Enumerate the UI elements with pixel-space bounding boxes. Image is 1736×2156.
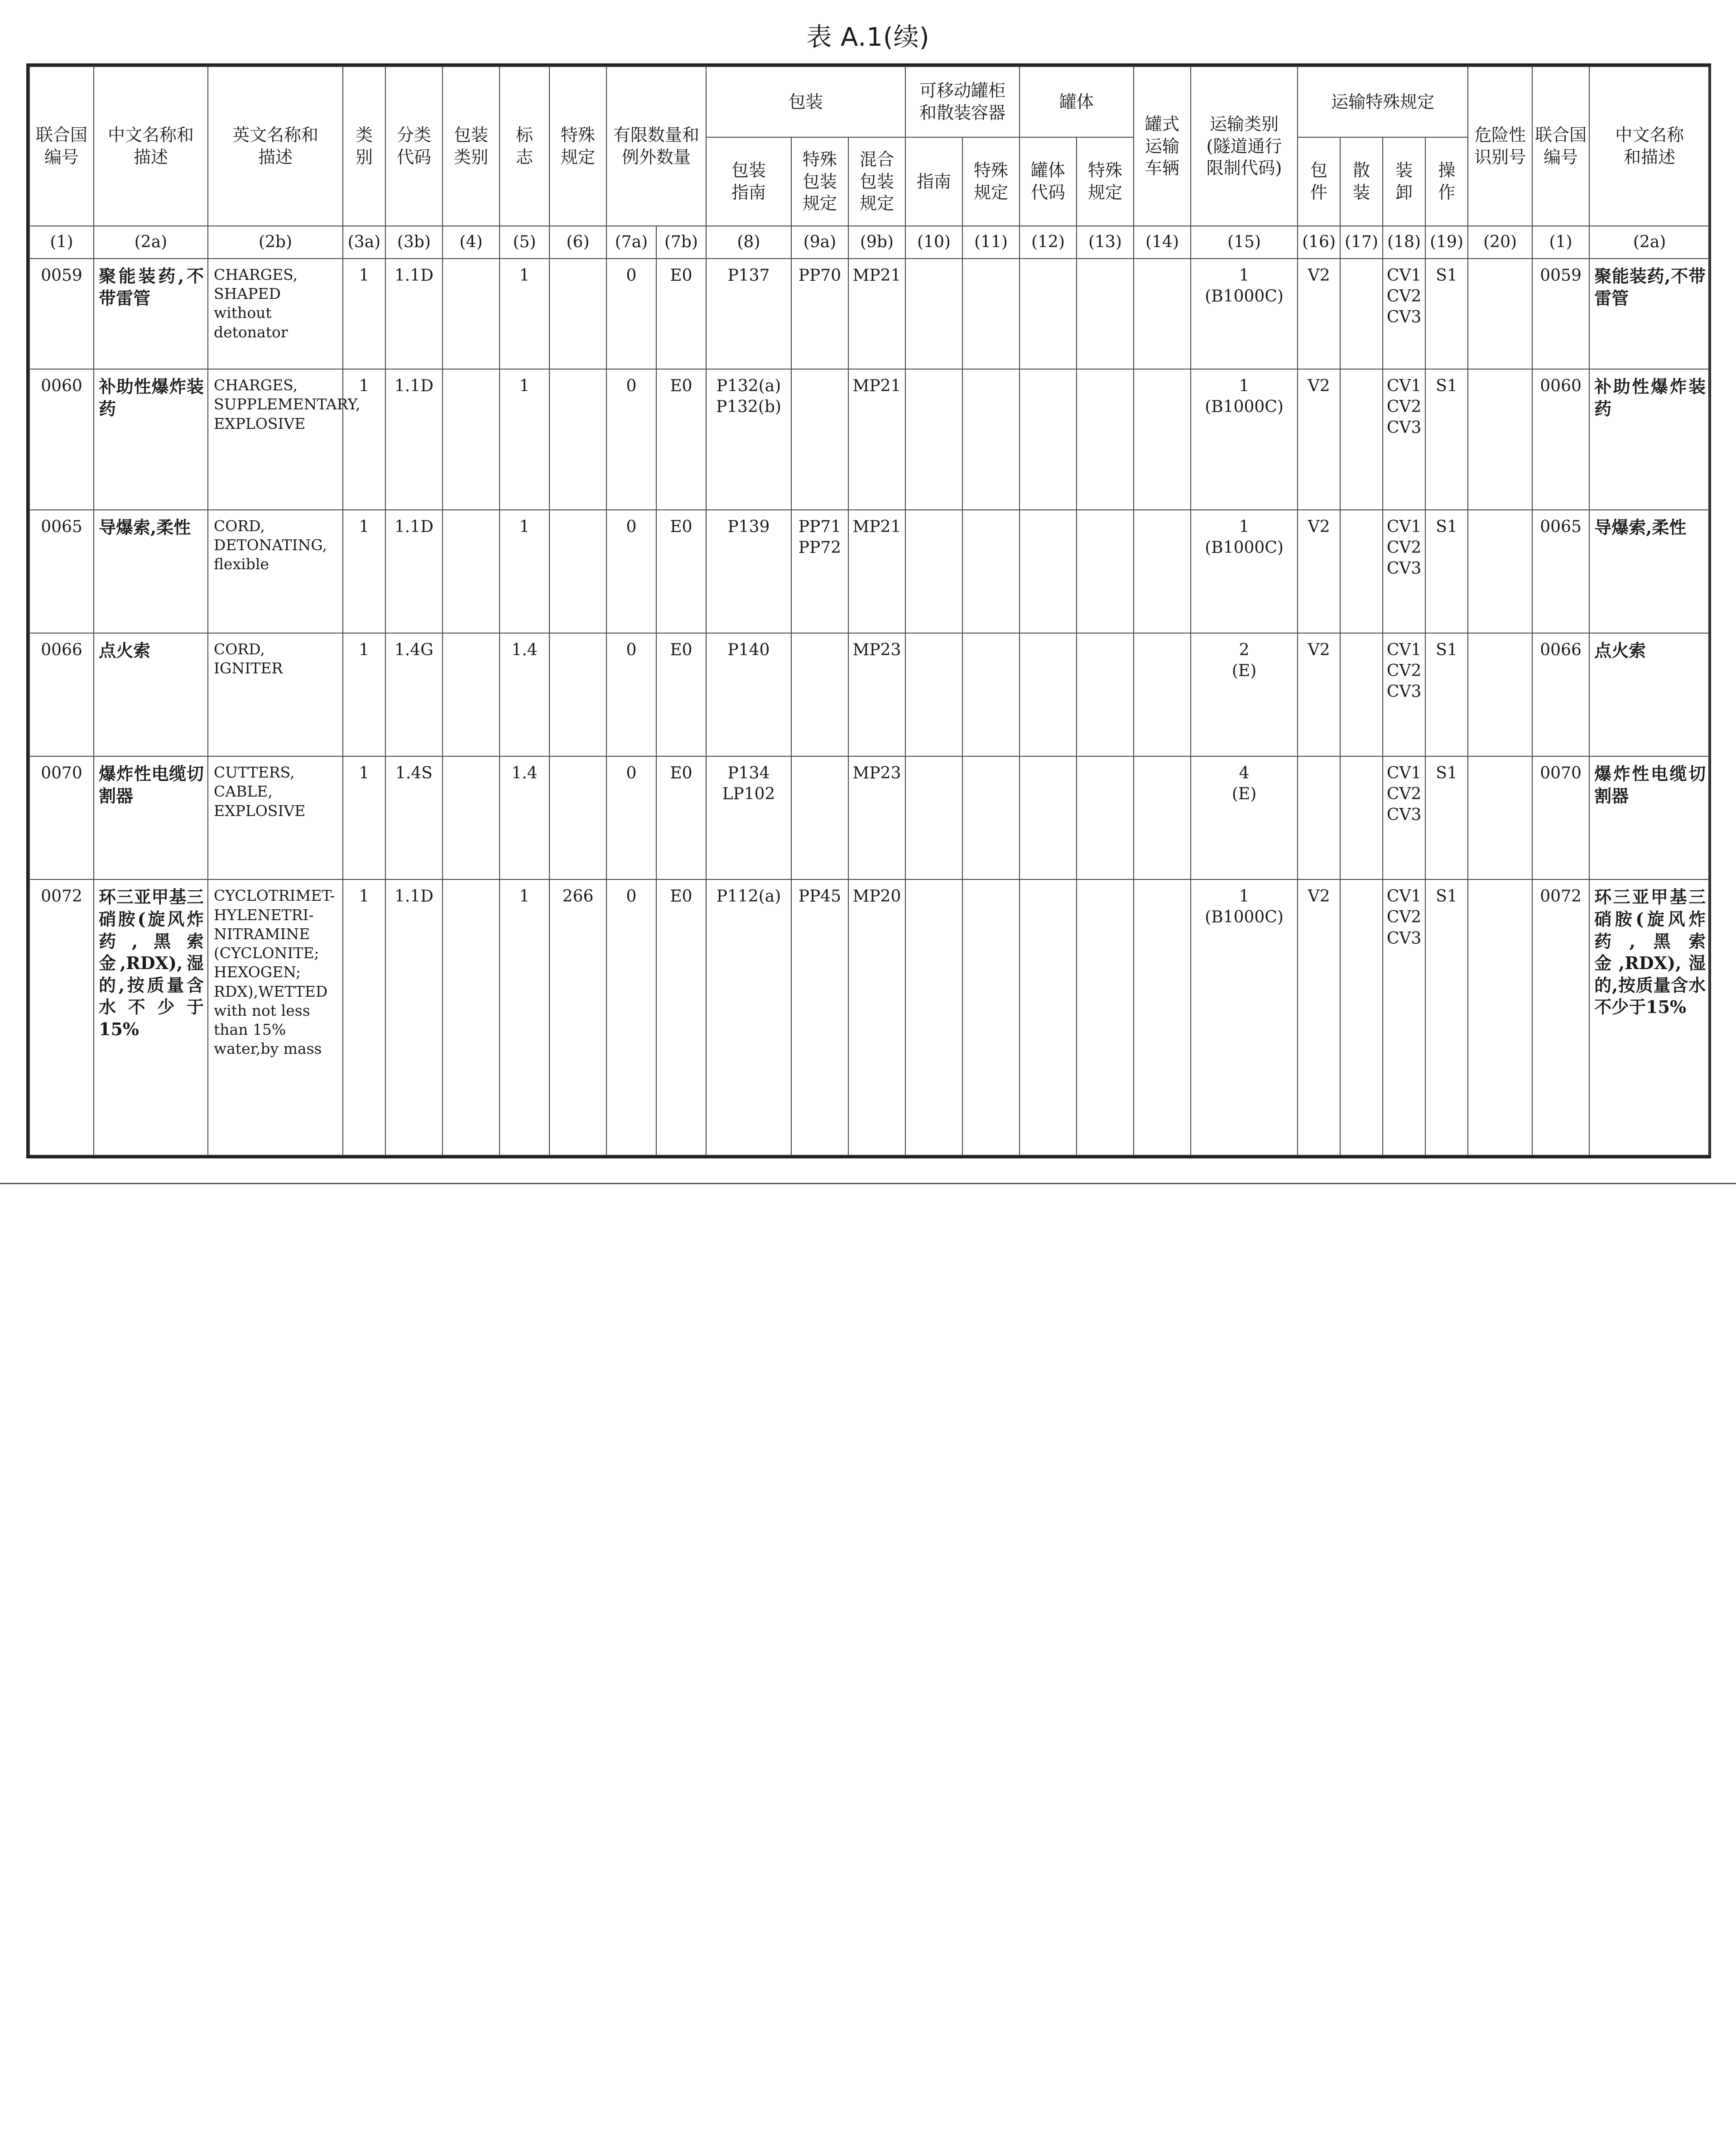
column-index-cell: (5) <box>500 226 549 259</box>
cell-tank-vehicle <box>1134 369 1191 509</box>
column-index-cell: (9a) <box>791 226 848 259</box>
cell-class: 1 <box>343 633 385 756</box>
cell-name-cn: 补助性爆炸装药 <box>94 369 208 509</box>
cell-tank-special <box>1077 756 1134 879</box>
cell-transport-category: 1 (B1000C) <box>1191 879 1298 1155</box>
column-index-cell: (16) <box>1298 226 1340 259</box>
cell-packing-group <box>442 259 500 369</box>
header-un-number: 联合国 编号 <box>29 67 94 226</box>
cell-tank-code <box>1019 369 1077 509</box>
header-mixed-packing: 混合 包装 规定 <box>848 137 905 226</box>
column-index-cell: (8) <box>706 226 791 259</box>
cell-packing-group <box>442 369 500 509</box>
cell-label: 1 <box>500 510 549 633</box>
cell-class: 1 <box>343 756 385 879</box>
cell-special-provisions: 266 <box>549 879 606 1155</box>
header-name-cn: 中文名称和 描述 <box>94 67 208 226</box>
header-tank-code: 罐体 代码 <box>1019 137 1077 226</box>
cell-loading: CV1 CV2 CV3 <box>1383 369 1425 509</box>
column-index-cell: (13) <box>1077 226 1134 259</box>
header-group-portable-tanks: 可移动罐柜 和散装容器 <box>905 67 1019 137</box>
header-tank-special: 特殊 规定 <box>1077 137 1134 226</box>
cell-name-en: CUTTERS, CABLE, EXPLOSIVE <box>208 756 343 879</box>
header-hazard-id: 危险性 识别号 <box>1468 67 1532 226</box>
header-loading: 装 卸 <box>1383 137 1425 226</box>
cell-excepted-quantity: E0 <box>656 369 706 509</box>
cell-name-en: CHARGES, SHAPED without detonator <box>208 259 343 369</box>
header-special-provisions: 特殊 规定 <box>549 67 606 226</box>
cell-limited-quantity: 0 <box>606 879 656 1155</box>
cell-hazard-id <box>1468 879 1532 1155</box>
cell-special-packing: PP71 PP72 <box>791 510 848 633</box>
cell-excepted-quantity: E0 <box>656 510 706 633</box>
cell-operation: S1 <box>1425 369 1468 509</box>
cell-limited-quantity: 0 <box>606 633 656 756</box>
cell-portable-instruction <box>905 633 962 756</box>
cell-portable-special <box>962 259 1019 369</box>
column-index-cell: (18) <box>1383 226 1425 259</box>
cell-special-provisions <box>549 633 606 756</box>
cell-mixed-packing: MP23 <box>848 756 905 879</box>
cell-mixed-packing: MP20 <box>848 879 905 1155</box>
cell-tank-code <box>1019 510 1077 633</box>
header-un-number-right: 联合国 编号 <box>1532 67 1589 226</box>
header-portable-instructions: 指南 <box>905 137 962 226</box>
cell-name-en: CORD, IGNITER <box>208 633 343 756</box>
column-index-cell: (10) <box>905 226 962 259</box>
cell-label: 1 <box>500 879 549 1155</box>
cell-un-number-right: 0060 <box>1532 369 1589 509</box>
cell-packing-group <box>442 510 500 633</box>
cell-limited-quantity: 0 <box>606 369 656 509</box>
cell-tank-code <box>1019 756 1077 879</box>
cell-operation: S1 <box>1425 879 1468 1155</box>
cell-classification-code: 1.1D <box>385 510 442 633</box>
column-index-cell: (9b) <box>848 226 905 259</box>
cell-hazard-id <box>1468 510 1532 633</box>
table-row <box>29 369 1710 509</box>
cell-loading: CV1 CV2 CV3 <box>1383 259 1425 369</box>
cell-special-packing: PP45 <box>791 879 848 1155</box>
cell-name-en: CORD, DETONATING, flexible <box>208 510 343 633</box>
cell-limited-quantity: 0 <box>606 510 656 633</box>
header-group-packaging: 包装 <box>706 67 905 137</box>
cell-special-provisions <box>549 510 606 633</box>
cell-operation: S1 <box>1425 756 1468 879</box>
header-portable-special: 特殊 规定 <box>962 137 1019 226</box>
cell-name-cn-right: 导爆索,柔性 <box>1589 510 1710 633</box>
cell-tank-vehicle <box>1134 879 1191 1155</box>
header-bulk: 散 装 <box>1340 137 1383 226</box>
header-class: 类 别 <box>343 67 385 226</box>
cell-packing-group <box>442 756 500 879</box>
column-index-row <box>29 226 1710 259</box>
cell-portable-instruction <box>905 510 962 633</box>
cell-packages: V2 <box>1298 369 1340 509</box>
cell-classification-code: 1.1D <box>385 259 442 369</box>
header-packages: 包 件 <box>1298 137 1340 226</box>
column-index-cell: (7b) <box>656 226 706 259</box>
cell-name-cn: 点火索 <box>94 633 208 756</box>
header-group-special-provisions: 运输特殊规定 <box>1298 67 1468 137</box>
column-index-cell: (14) <box>1134 226 1191 259</box>
header-classification-code: 分类 代码 <box>385 67 442 226</box>
cell-tank-special <box>1077 510 1134 633</box>
header-group-tanks: 罐体 <box>1019 67 1134 137</box>
cell-mixed-packing: MP21 <box>848 510 905 633</box>
cell-mixed-packing: MP21 <box>848 369 905 509</box>
cell-tank-vehicle <box>1134 756 1191 879</box>
cell-transport-category: 2 (E) <box>1191 633 1298 756</box>
cell-loading: CV1 CV2 CV3 <box>1383 510 1425 633</box>
cell-un-number: 0070 <box>29 756 94 879</box>
cell-portable-special <box>962 510 1019 633</box>
table-row <box>29 879 1710 1155</box>
cell-un-number-right: 0059 <box>1532 259 1589 369</box>
cell-tank-special <box>1077 259 1134 369</box>
cell-mixed-packing: MP21 <box>848 259 905 369</box>
cell-special-packing <box>791 756 848 879</box>
cell-hazard-id <box>1468 633 1532 756</box>
cell-transport-category: 1 (B1000C) <box>1191 510 1298 633</box>
column-index-cell: (2a) <box>94 226 208 259</box>
column-index-cell: (17) <box>1340 226 1383 259</box>
cell-portable-special <box>962 369 1019 509</box>
cell-tank-code <box>1019 879 1077 1155</box>
cell-tank-special <box>1077 369 1134 509</box>
cell-portable-special <box>962 879 1019 1155</box>
table-row <box>29 633 1710 756</box>
cell-un-number: 0066 <box>29 633 94 756</box>
dangerous-goods-table <box>26 63 1711 1158</box>
cell-special-provisions <box>549 259 606 369</box>
header-name-cn-right: 中文名称 和描述 <box>1589 67 1710 226</box>
cell-tank-code <box>1019 633 1077 756</box>
cell-class: 1 <box>343 510 385 633</box>
cell-bulk <box>1340 510 1383 633</box>
cell-un-number-right: 0065 <box>1532 510 1589 633</box>
cell-loading: CV1 CV2 CV3 <box>1383 756 1425 879</box>
cell-tank-code <box>1019 259 1077 369</box>
cell-un-number: 0065 <box>29 510 94 633</box>
cell-bulk <box>1340 369 1383 509</box>
column-index-cell: (20) <box>1468 226 1532 259</box>
cell-name-cn-right: 环三亚甲基三硝胺(旋风炸药,黑索金,RDX),湿的,按质量含水不少于15% <box>1589 879 1710 1155</box>
cell-packages: V2 <box>1298 259 1340 369</box>
cell-portable-instruction <box>905 259 962 369</box>
cell-classification-code: 1.4G <box>385 633 442 756</box>
column-index-cell: (15) <box>1191 226 1298 259</box>
cell-name-cn: 环三亚甲基三硝胺(旋风炸药,黑索金,RDX),湿的,按质量含水不少于15% <box>94 879 208 1155</box>
cell-operation: S1 <box>1425 633 1468 756</box>
cell-classification-code: 1.4S <box>385 756 442 879</box>
cell-excepted-quantity: E0 <box>656 259 706 369</box>
column-index-cell: (12) <box>1019 226 1077 259</box>
cell-portable-instruction <box>905 879 962 1155</box>
table-title: 表 A.1(续) <box>806 23 930 52</box>
column-index-cell: (1) <box>1532 226 1589 259</box>
table <box>29 66 1710 1156</box>
table-body <box>29 259 1710 1155</box>
column-index-cell: (1) <box>29 226 94 259</box>
header-packing-instructions: 包装 指南 <box>706 137 791 226</box>
header-special-packing: 特殊 包装 规定 <box>791 137 848 226</box>
cell-tank-vehicle <box>1134 510 1191 633</box>
cell-label: 1.4 <box>500 756 549 879</box>
cell-un-number: 0059 <box>29 259 94 369</box>
cell-label: 1.4 <box>500 633 549 756</box>
cell-transport-category: 4 (E) <box>1191 756 1298 879</box>
cell-tank-vehicle <box>1134 633 1191 756</box>
cell-name-cn-right: 爆炸性电缆切割器 <box>1589 756 1710 879</box>
cell-un-number: 0060 <box>29 369 94 509</box>
cell-class: 1 <box>343 369 385 509</box>
cell-packages: V2 <box>1298 879 1340 1155</box>
column-index-cell: (19) <box>1425 226 1468 259</box>
cell-bulk <box>1340 633 1383 756</box>
header-packing-group: 包装 类别 <box>442 67 500 226</box>
cell-bulk <box>1340 756 1383 879</box>
cell-special-packing: PP70 <box>791 259 848 369</box>
cell-portable-special <box>962 756 1019 879</box>
cell-hazard-id <box>1468 259 1532 369</box>
cell-label: 1 <box>500 369 549 509</box>
cell-un-number: 0072 <box>29 879 94 1155</box>
cell-name-en: CYCLOTRIMET- HYLENETRI- NITRAMINE (CYCLONITE; HEXOGEN; RDX),WETTED with not less than 15% water,by mass <box>208 879 343 1155</box>
cell-class: 1 <box>343 259 385 369</box>
cell-un-number-right: 0066 <box>1532 633 1589 756</box>
cell-un-number-right: 0072 <box>1532 879 1589 1155</box>
cell-name-en: CHARGES, SUPPLEMENTARY, EXPLOSIVE <box>208 369 343 509</box>
header-limited-quantities: 有限数量和 例外数量 <box>606 67 706 226</box>
cell-loading: CV1 CV2 CV3 <box>1383 633 1425 756</box>
cell-excepted-quantity: E0 <box>656 879 706 1155</box>
cell-name-cn: 聚能装药,不带雷管 <box>94 259 208 369</box>
cell-label: 1 <box>500 259 549 369</box>
cell-name-cn-right: 点火索 <box>1589 633 1710 756</box>
cell-limited-quantity: 0 <box>606 756 656 879</box>
cell-packing-instruction: P132(a) P132(b) <box>706 369 791 509</box>
header-operation: 操 作 <box>1425 137 1468 226</box>
cell-special-provisions <box>549 369 606 509</box>
header-tank-vehicle: 罐式 运输 车辆 <box>1134 67 1191 226</box>
header-transport-category: 运输类别 (隧道通行 限制代码) <box>1191 67 1298 226</box>
cell-classification-code: 1.1D <box>385 369 442 509</box>
cell-packing-instruction: P139 <box>706 510 791 633</box>
cell-operation: S1 <box>1425 259 1468 369</box>
table-row <box>29 510 1710 633</box>
cell-packing-instruction: P140 <box>706 633 791 756</box>
cell-name-cn: 爆炸性电缆切割器 <box>94 756 208 879</box>
table-row <box>29 756 1710 879</box>
cell-name-cn: 导爆索,柔性 <box>94 510 208 633</box>
column-index-cell: (6) <box>549 226 606 259</box>
cell-name-cn-right: 补助性爆炸装药 <box>1589 369 1710 509</box>
page-divider <box>0 1183 1736 1184</box>
cell-loading: CV1 CV2 CV3 <box>1383 879 1425 1155</box>
cell-operation: S1 <box>1425 510 1468 633</box>
cell-packages <box>1298 756 1340 879</box>
column-index-cell: (3b) <box>385 226 442 259</box>
column-index-cell: (11) <box>962 226 1019 259</box>
cell-packing-instruction: P112(a) <box>706 879 791 1155</box>
cell-bulk <box>1340 879 1383 1155</box>
cell-portable-instruction <box>905 369 962 509</box>
column-index-cell: (3a) <box>343 226 385 259</box>
cell-portable-special <box>962 633 1019 756</box>
cell-bulk <box>1340 259 1383 369</box>
cell-portable-instruction <box>905 756 962 879</box>
cell-tank-vehicle <box>1134 259 1191 369</box>
cell-name-cn-right: 聚能装药,不带雷管 <box>1589 259 1710 369</box>
cell-transport-category: 1 (B1000C) <box>1191 369 1298 509</box>
header-name-en: 英文名称和 描述 <box>208 67 343 226</box>
cell-packages: V2 <box>1298 633 1340 756</box>
cell-special-packing <box>791 369 848 509</box>
cell-class: 1 <box>343 879 385 1155</box>
cell-packages: V2 <box>1298 510 1340 633</box>
cell-excepted-quantity: E0 <box>656 756 706 879</box>
cell-packing-instruction: P137 <box>706 259 791 369</box>
cell-transport-category: 1 (B1000C) <box>1191 259 1298 369</box>
cell-special-provisions <box>549 756 606 879</box>
header-label: 标 志 <box>500 67 549 226</box>
cell-special-packing <box>791 633 848 756</box>
cell-packing-group <box>442 633 500 756</box>
cell-un-number-right: 0070 <box>1532 756 1589 879</box>
cell-tank-special <box>1077 633 1134 756</box>
cell-hazard-id <box>1468 369 1532 509</box>
cell-packing-instruction: P134 LP102 <box>706 756 791 879</box>
table-row <box>29 259 1710 369</box>
column-index-cell: (2b) <box>208 226 343 259</box>
cell-packing-group <box>442 879 500 1155</box>
column-index-cell: (7a) <box>606 226 656 259</box>
column-index-cell: (2a) <box>1589 226 1710 259</box>
cell-classification-code: 1.1D <box>385 879 442 1155</box>
cell-mixed-packing: MP23 <box>848 633 905 756</box>
cell-tank-special <box>1077 879 1134 1155</box>
cell-excepted-quantity: E0 <box>656 633 706 756</box>
cell-limited-quantity: 0 <box>606 259 656 369</box>
column-index-cell: (4) <box>442 226 500 259</box>
cell-hazard-id <box>1468 756 1532 879</box>
